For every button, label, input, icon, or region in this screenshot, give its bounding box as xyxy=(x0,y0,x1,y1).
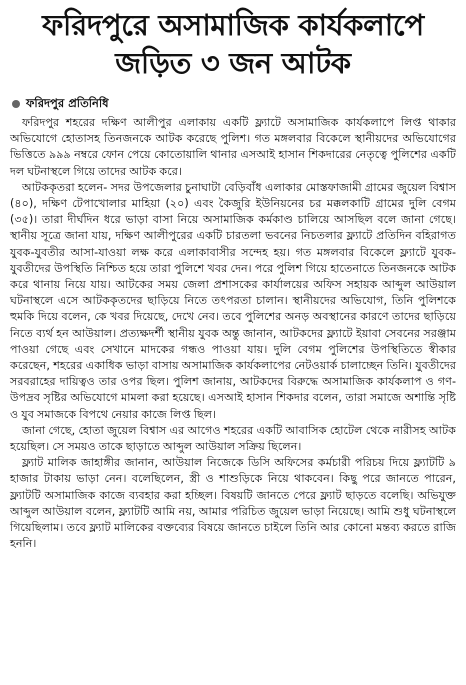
headline-line-1: ফরিদপুরে অসামাজিক কার্যকলাপে xyxy=(42,8,424,42)
byline xyxy=(10,96,456,112)
paragraph-3: জানা গেছে, হোতা জুয়েল বিশ্বাস এর আগেও শহরের একটি আবাসিক হোটেল থেকে নারীসহ আটক হয়েছিল। সে সময়ও তাকে ছাড়াতে আব্দুল আউয়াল সক্রিয় ছিলেন। xyxy=(10,423,456,454)
article-body xyxy=(10,115,456,552)
paragraph-1: ফরিদপুর শহরের দক্ষিণ আলীপুর এলাকায় একটি ফ্ল্যাটে অসামাজিক কার্যকলাপে লিপ্ত থাকার অভিযোগে হোতাসহ তিনজনকে আটক করেছে পুলিশ। গত মঙ্গলবার বিকেলে স্থানীয়দের অভিযোগের ভিত্তিতে ৯৯৯ নম্বরে ফোন পেয়ে কোতোয়ালি থানার এসআই হাসান শিকদারের নেতৃত্বে পুলিশের একটি দল ঘটনাস্থলে গিয়ে তাদের আটক করে। xyxy=(10,116,456,178)
paragraph-4: ফ্ল্যাট মালিক জাহাঙ্গীর জানান, আউয়াল নিজেকে ডিসি অফিসের কর্মচারী পরিচয় দিয়ে ফ্ল্যাটটি ৯ হাজার টাকায় ভাড়া নেন। বলেছিলেন, স্ত্রী ও শাশুড়িকে নিয়ে থাকবেন। কিছু পরে জানতে পারেন, ফ্ল্যাটটি অসামাজিক কাজে ব্যবহার করা হচ্ছিল। বিষয়টি জানতে পেরে ফ্ল্যাট ছাড়তে বলেছি। অভিযুক্ত আব্দুল আউয়াল বলেন, ফ্ল্যাটটি আমি নয়, আমার পরিচিত জুয়েল ভাড়া নিয়েছে। আমি শুধু ঘটনাস্থলে গিয়েছিলাম। তবে ফ্ল্যাট মালিকের বক্তব্যের বিষয়ে জানতে চাইলে তিনি আর কোনো মন্তব্য করতে রাজি হননি। xyxy=(10,456,456,551)
headline-line-2: জড়িত ৩ জন আটক xyxy=(115,46,351,80)
byline-text: ফরিদপুর প্রতিনিধি xyxy=(26,95,109,110)
bullet-icon xyxy=(12,100,20,108)
headline xyxy=(10,6,456,82)
paragraph-2: আটককৃতরা হলেন- সদর উপজেলার চুনাঘাটা বেড়িবাঁধ এলাকার মোস্তফাজামী গ্রামের জুয়েল বিশ্বাস (৪০), দক্ষিণ টেপাখোলার মাহিয়া (২০) এবং কৈজুরি ইউনিয়নের চর মক্কলকাটি গ্রামের দুলি বেগম (৩৫)। তারা দীর্ঘদিন ধরে ভাড়া বাসা নিয়ে অসামাজিক কর্মকাণ্ড চালিয়ে আসছিল বলে জানা গেছে। স্থানীয় সূত্রে জানা যায়, দক্ষিণ আলীপুরের একটি চারতলা ভবনের নিচতলার ফ্ল্যাটে প্রতিদিন বহিরাগত যুবক-যুবতীর আসা-যাওয়া লক্ষ করে এলাকাবাসীর সন্দেহ হয়। গত মঙ্গলবার বিকেলে ফ্ল্যাটে যুবক-যুবতীদের উপস্থিতি নিশ্চিত হয়ে তারা পুলিশে খবর দেন। পরে পুলিশ গিয়ে হাতেনাতে তিনজনকে আটক করে থানায় নিয়ে যায়। আটকের সময় জেলা প্রশাসকের কার্যালয়ের অফিস সহায়ক আব্দুল আউয়াল ঘটনাস্থলে এসে আটককৃতদের ছাড়িয়ে নিতে তৎপরতা চালান। স্থানীয়দের অভিযোগ, তিনি পুলিশকে হুমকি দিয়ে বলেন, কে খবর দিয়েছে, দেখে নেব। তবে পুলিশের অনড় অবস্থানের কারণে তাদের ছাড়িয়ে নিতে ব্যর্থ হন আউয়াল। প্রত্যক্ষদর্শী স্থানীয় যুবক অন্তু জানান, আটকদের ফ্ল্যাটে ইয়াবা সেবনের সরঞ্জাম পাওয়া গেছে এবং সেখানে মাদকের গন্ধও পাওয়া যায়। দুলি বেগম পুলিশের উপস্থিতিতে স্বীকার করেছেন, শহরের একাধিক ভাড়া বাসায় অসামাজিক কার্যকলাপের নেটওয়ার্ক চালাচ্ছেন তিনি। যুবতীদের সরবরাহের দায়িত্বও তার ওপর ছিল। পুলিশ জানায়, আটকদের বিরুদ্ধে অসামাজিক কার্যকলাপ ও গণ-উপদ্রব সৃষ্টির অভিযোগে মামলা করা হয়েছে। এসআই হাসান শিকদার বলেন, তারা সমাজে অশান্তি সৃষ্টি ও যুব সমাজকে বিপথে নেয়ার কাজে লিপ্ত ছিল। xyxy=(10,180,456,421)
